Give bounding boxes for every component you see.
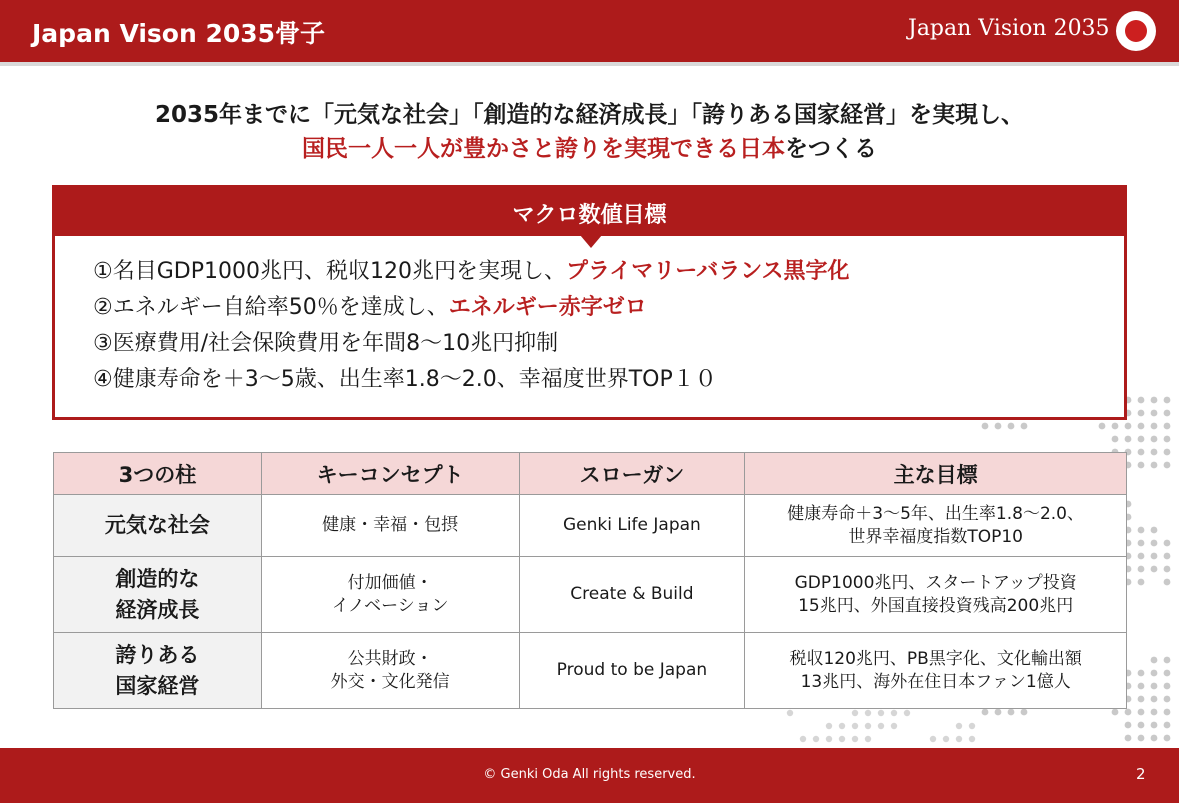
brand-name: Japan Vision 2035 [908, 16, 1110, 41]
slide-title: Japan Vison 2035骨子 [32, 19, 326, 48]
goals-line: 世界幸福度指数TOP10 [848, 526, 1023, 547]
concept-line: 付加価値・ [347, 573, 433, 594]
header-pillar: 3つの柱 [54, 453, 262, 495]
goals-cell [745, 495, 1127, 557]
macro-goal-highlight: プライマリーバランス黒字化 [565, 259, 850, 284]
pillar-line: 経済成長 [115, 597, 200, 622]
headline-line-1: 2035年までに「元気な社会」「創造的な経済成長」「誇りある国家経営」を実現し、 [154, 102, 1024, 128]
pillar-cell [54, 495, 262, 557]
slogan-cell: Create & Build [519, 557, 745, 633]
macro-pointer [580, 235, 602, 248]
pillars-table [53, 452, 1127, 709]
concept-line: 公共財政・ [347, 649, 433, 670]
pillar-line: 創造的な [115, 567, 200, 592]
table-row [54, 495, 1127, 557]
concept-line: 健康・幸福・包摂 [322, 515, 459, 536]
concept-cell [261, 633, 519, 709]
concept-line: 外交・文化発信 [330, 671, 450, 692]
goals-line: GDP1000兆円、スタートアップ投資 [794, 573, 1077, 594]
pillar-line: 誇りある [115, 643, 200, 668]
headline-suffix: をつくる [785, 136, 877, 162]
concept-cell [261, 557, 519, 633]
footer-bar [0, 748, 1179, 803]
macro-goal [93, 290, 647, 321]
macro-goal-text: ③医療費用/社会保険費用を年間8～10兆円抑制 [93, 331, 559, 356]
goals-cell [745, 557, 1127, 633]
slogan-cell: Genki Life Japan [519, 495, 745, 557]
goals-line: 税収120兆円、PB黒字化、文化輸出額 [789, 649, 1082, 670]
concept-line: イノベーション [331, 595, 449, 616]
header-goals: 主な目標 [745, 453, 1127, 495]
header-concept: キーコンセプト [261, 453, 519, 495]
page-number: 2 [1136, 765, 1146, 783]
goals-cell [745, 633, 1127, 709]
goals-line: 13兆円、海外在住日本ファン1億人 [800, 671, 1071, 692]
macro-goal [93, 254, 850, 285]
macro-goal [93, 326, 558, 357]
copyright-text: © Genki Oda All rights reserved. [483, 767, 696, 782]
pillar-line: 国家経営 [115, 673, 200, 698]
header-slogan: スローガン [519, 453, 745, 495]
macro-title: マクロ数値目標 [512, 203, 667, 228]
table-header-row [54, 453, 1127, 495]
macro-targets-box [52, 185, 1127, 420]
goals-line: 15兆円、外国直接投資残高200兆円 [798, 595, 1074, 616]
concept-cell [261, 495, 519, 557]
slogan-cell: Proud to be Japan [519, 633, 745, 709]
macro-goal-text: ④健康寿命を＋3～5歳、出生率1.8～2.0、幸福度世界TOP１０ [93, 367, 717, 392]
macro-header [55, 188, 1124, 236]
pillar-line: 元気な社会 [104, 513, 210, 538]
table-row [54, 557, 1127, 633]
macro-goal-text: ②エネルギー自給率50％を達成し、 [93, 295, 449, 320]
macro-goal [93, 362, 717, 393]
goals-line: 健康寿命＋3～5年、出生率1.8～2.0、 [787, 504, 1084, 525]
table-row [54, 633, 1127, 709]
macro-goal-highlight: エネルギー赤字ゼロ [448, 295, 647, 320]
macro-goal-text: ①名目GDP1000兆円、税収120兆円を実現し、 [93, 259, 566, 284]
pillar-cell [54, 633, 262, 709]
headline-highlight: 国民一人一人が豊かさと誇りを実現できる日本 [302, 136, 785, 162]
pillar-cell [54, 557, 262, 633]
